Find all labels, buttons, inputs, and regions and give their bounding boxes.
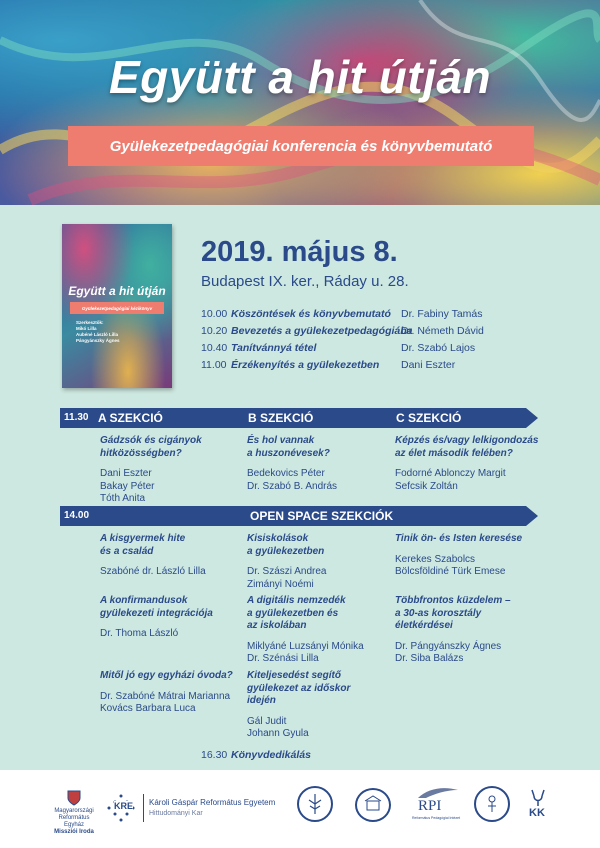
title-line: idején bbox=[247, 695, 276, 706]
person: Tóth Anita bbox=[100, 493, 146, 504]
title-line: a gyülekezetben bbox=[247, 545, 325, 557]
title-line: életkérdései bbox=[395, 620, 453, 631]
seal-icon bbox=[355, 788, 391, 822]
banner-arrow bbox=[526, 408, 538, 428]
title-line: gyülekezet az időskor bbox=[247, 682, 351, 694]
rpi-logo bbox=[412, 786, 462, 826]
program-time: 10.20 bbox=[201, 325, 228, 337]
page-title: Együtt a hit útján bbox=[108, 51, 492, 103]
person: Kerekes Szabolcs bbox=[395, 553, 476, 565]
closing-title: Könyvdedikálás bbox=[231, 749, 311, 761]
title-line: Mitől jó egy egyházi óvoda? bbox=[100, 670, 233, 681]
kre-name: Károli Gáspár Református Egyetem bbox=[149, 798, 276, 807]
open-space-label: OPEN SPACE SZEKCIÓK bbox=[250, 509, 394, 523]
open-space-item bbox=[100, 533, 206, 579]
kre-logo bbox=[105, 790, 285, 826]
section-people bbox=[247, 468, 337, 493]
book-author-line: Aubéné László Lilla bbox=[76, 332, 119, 337]
section-title bbox=[100, 435, 202, 460]
title-line: az élet második felében? bbox=[395, 447, 513, 459]
book-author-line: Pángyánszky Ágnes bbox=[76, 338, 120, 343]
person: Dr. Thoma László bbox=[100, 628, 179, 639]
person: Bedekovics Péter bbox=[247, 468, 325, 479]
org-line: Református bbox=[58, 815, 90, 821]
person: Dani Eszter bbox=[100, 468, 152, 479]
open-space-banner bbox=[60, 506, 526, 526]
section-c-label: C SZEKCIÓ bbox=[396, 411, 462, 425]
section-c bbox=[395, 435, 538, 493]
section-b bbox=[247, 435, 337, 493]
section-people bbox=[395, 468, 538, 493]
title-line: Kiteljesedést segítő bbox=[247, 670, 341, 681]
figure-icon bbox=[476, 788, 508, 820]
person: Dr. Szászi Andrea bbox=[247, 566, 327, 577]
section-b-label: B SZEKCIÓ bbox=[248, 411, 314, 425]
crest-icon bbox=[67, 790, 81, 806]
title-line: és a család bbox=[100, 545, 154, 557]
title-line: a 30-as korosztály bbox=[395, 607, 482, 619]
open-space-item bbox=[100, 595, 213, 641]
event-venue: Budapest IX. ker., Ráday u. 28. bbox=[201, 273, 409, 290]
banner-arrow bbox=[526, 506, 538, 526]
title-line: az iskolában bbox=[247, 620, 307, 631]
header-banner bbox=[0, 0, 600, 205]
title-line: Többfrontos küzdelem – bbox=[395, 595, 511, 606]
program-speaker: Dr. Szabó Lajos bbox=[401, 342, 476, 354]
open-space-item bbox=[395, 533, 522, 579]
book-authors bbox=[76, 320, 120, 344]
person: Dr. Siba Balázs bbox=[395, 653, 464, 664]
section-title bbox=[395, 435, 538, 460]
tree-icon bbox=[299, 788, 331, 820]
closing-row bbox=[201, 749, 311, 761]
seal-icon bbox=[474, 786, 510, 822]
book-author-line: Mikó Lilla bbox=[76, 326, 97, 331]
title-line: És hol vannak bbox=[247, 435, 315, 446]
title-line: Tinik ön- és Isten keresése bbox=[395, 533, 523, 544]
section-people bbox=[100, 468, 202, 506]
section-a-label: A SZEKCIÓ bbox=[98, 411, 163, 425]
title-line: A konfirmandusok bbox=[100, 595, 188, 606]
book-band: Gyülekezetpedagógiai kézikönyv bbox=[70, 302, 164, 314]
person: Zimányi Noémi bbox=[247, 578, 314, 590]
kre-divider bbox=[143, 794, 144, 822]
program-title: Köszöntések és könyvbemutató bbox=[231, 308, 391, 320]
kk-logo bbox=[526, 788, 550, 828]
org-line: Egyház bbox=[63, 822, 84, 828]
person: Johann Gyula bbox=[247, 728, 309, 739]
open-space-item bbox=[247, 595, 364, 666]
deer-icon bbox=[526, 788, 550, 808]
program-speaker: Dr. Németh Dávid bbox=[401, 325, 484, 337]
person: Dr. Szabóné Mátrai Marianna bbox=[100, 690, 231, 702]
person: Kovács Barbara Luca bbox=[100, 703, 196, 714]
person: Bölcsföldiné Türk Emese bbox=[395, 566, 506, 577]
section-a bbox=[100, 435, 202, 506]
org-line: Missziói Iroda bbox=[54, 829, 94, 835]
person: Fodorné Ablonczy Margit bbox=[395, 468, 506, 479]
program-title: Bevezetés a gyülekezetpedagógiába bbox=[231, 325, 413, 337]
title-line: a huszonévesek? bbox=[247, 447, 330, 459]
kk-text: KK bbox=[529, 807, 545, 819]
person: Dr. Pángyánszky Ágnes bbox=[395, 640, 502, 652]
person: Dr. Szénási Lilla bbox=[247, 653, 319, 664]
building-icon bbox=[357, 790, 389, 820]
program-speaker: Dr. Fabiny Tamás bbox=[401, 308, 483, 320]
title-line: a gyülekezetben és bbox=[247, 607, 339, 619]
program-speaker: Dani Eszter bbox=[401, 359, 456, 371]
seal-icon bbox=[297, 786, 333, 822]
person: Dr. Szabó B. András bbox=[247, 480, 338, 492]
book-cover bbox=[62, 224, 172, 388]
section-title bbox=[247, 435, 337, 460]
sections-banner bbox=[60, 408, 526, 428]
program-title: Érzékenyítés a gyülekezetben bbox=[231, 359, 380, 371]
title-line: Képzés és/vagy lelkigondozás bbox=[395, 435, 539, 446]
person: Miklyáné Luzsányi Mónika bbox=[247, 640, 364, 652]
open-space-item bbox=[247, 533, 326, 591]
kre-faculty: Hittudományi Kar bbox=[149, 810, 203, 817]
footer-logos bbox=[0, 770, 600, 848]
person: Sefcsik Zoltán bbox=[395, 480, 458, 492]
person: Szabóné dr. László Lilla bbox=[100, 566, 206, 577]
sections-time: 11.30 bbox=[64, 412, 89, 423]
kre-abbr: KRE bbox=[114, 801, 134, 811]
org-line: Magyarországi bbox=[54, 808, 94, 814]
program-title: Tanítvánnyá tétel bbox=[231, 342, 317, 354]
title-line: A digitális nemzedék bbox=[247, 595, 346, 606]
title-line: Kisiskolások bbox=[247, 533, 309, 544]
program-time: 10.40 bbox=[201, 342, 228, 354]
program-time: 10.00 bbox=[201, 308, 228, 320]
person: Gál Judit bbox=[247, 715, 287, 727]
open-space-item bbox=[395, 595, 511, 666]
rpi-text: RPI bbox=[418, 798, 442, 814]
program-time: 11.00 bbox=[201, 359, 227, 371]
title-line: hitközösségben? bbox=[100, 447, 182, 459]
open-space-item bbox=[100, 670, 233, 716]
title-line: A kisgyermek hite bbox=[100, 533, 186, 544]
page-subtitle: Gyülekezetpedagógiai konferencia és könyvbemutató bbox=[68, 126, 534, 166]
book-author-line: Szerkesztők: bbox=[76, 320, 104, 325]
title-line: Gádzsók és cigányok bbox=[100, 435, 202, 446]
event-date: 2019. május 8. bbox=[201, 236, 398, 268]
title-line: gyülekezeti integrációja bbox=[100, 607, 213, 619]
closing-time: 16.30 bbox=[201, 749, 228, 761]
open-space-item bbox=[247, 670, 350, 741]
book-title: Együtt a hit útján bbox=[68, 284, 166, 298]
open-space-time: 14.00 bbox=[64, 510, 90, 521]
person: Bakay Péter bbox=[100, 480, 155, 492]
rpi-sub: Református Pedagógiai Intézet bbox=[412, 816, 461, 820]
